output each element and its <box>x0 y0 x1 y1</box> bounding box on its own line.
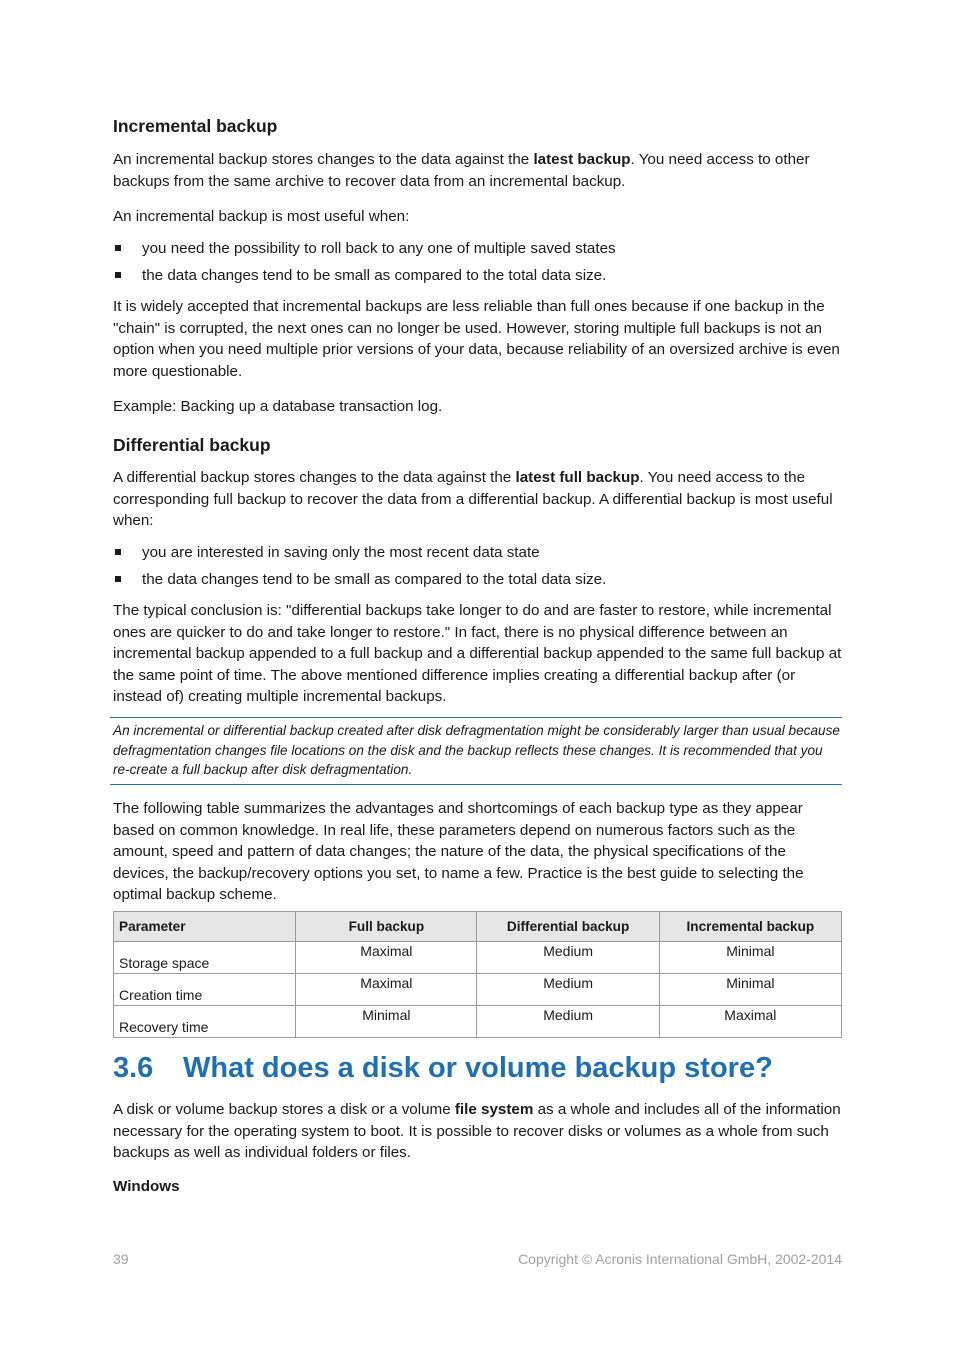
table-header-cell: Full backup <box>296 912 477 942</box>
bullet-icon <box>115 245 121 251</box>
table-cell: Medium <box>477 1006 659 1038</box>
table-row <box>114 1006 842 1038</box>
note-box: An incremental or differential backup created after disk defragmentation might be considerably larger than usual because defragmentation changes file locations on the disk and the backup reflects these changes. It is recommended that you re-create a full backup after disk defragmentation. <box>110 717 842 785</box>
table-cell: Creation time <box>114 974 296 1006</box>
table-cell: Maximal <box>659 1006 841 1038</box>
table-cell: Minimal <box>296 1006 477 1038</box>
incremental-example: Example: Backing up a database transaction log. <box>113 398 443 415</box>
differential-heading: Differential backup <box>113 435 271 455</box>
section-number: 3.6 <box>113 1052 154 1084</box>
bullet-icon <box>115 549 121 555</box>
table-intro: The following table summarizes the advantages and shortcomings of each backup type as they appear based on common knowledge. In real life, these parameters depend on numerous factors such as the amount, speed and pattern of data changes; the nature of the data, the physical specifications of the devices, the backup/recovery options you set, to name a few. Practice is the best guide to selecting the optimal backup scheme. <box>113 800 804 903</box>
section-title: What does a disk or volume backup store? <box>183 1052 773 1084</box>
table-header-cell: Parameter <box>114 912 296 942</box>
table-cell: Storage space <box>114 942 296 974</box>
latest-backup-term: latest backup <box>533 151 631 168</box>
table-header-row <box>114 912 842 942</box>
file-system-term: file system <box>454 1101 534 1118</box>
table-cell: Minimal <box>659 942 841 974</box>
bullet-icon <box>115 576 121 582</box>
backup-comparison-table <box>113 911 842 1038</box>
section-heading <box>113 1052 773 1085</box>
table-cell: Maximal <box>296 942 477 974</box>
table-cell: Maximal <box>296 974 477 1006</box>
table-cell: Minimal <box>659 974 841 1006</box>
table-cell: Medium <box>477 942 659 974</box>
bullet-icon <box>115 272 121 278</box>
incremental-heading: Incremental backup <box>113 116 278 136</box>
table-cell: Recovery time <box>114 1006 296 1038</box>
table-header-cell: Incremental backup <box>659 912 841 942</box>
copyright-notice: Copyright © Acronis International GmbH, 2002-2014 <box>518 1251 842 1267</box>
page-number: 39 <box>113 1251 129 1267</box>
table-row <box>114 974 842 1006</box>
incremental-paragraph-3: It is widely accepted that incremental backups are less reliable than full ones because if one backup in the "chain" is corrupted, the next ones can no longer be used. However, storing multiple full backups is not an option when you need multiple prior versions of your data, because reliability of an oversized archive is even more questionable. <box>113 298 840 380</box>
windows-subheading: Windows <box>113 1178 180 1195</box>
differential-paragraph-1: A differential backup stores changes to the data against the latest full backup. You need access to the corresponding full backup to recover the data from a differential backup. A differential backup is most useful when: <box>113 469 833 529</box>
differential-paragraph-2: The typical conclusion is: "differential backups take longer to do and are faster to restore, while incremental ones are quicker to do and take longer to restore." In fact, there is no physical difference between an incremental backup appended to a full backup and a differential backup appended to the same full backup at the same point of time. The above mentioned difference implies creating a differential backup after (or instead of) creating multiple incremental backups. <box>113 602 842 705</box>
section-paragraph-1: A disk or volume backup stores a disk or a volume file system as a whole and includes all of the information necessary for the operating system to boot. It is possible to recover disks or volumes as a whole from such backups as well as individual folders or files. <box>113 1101 841 1161</box>
incremental-paragraph-2: An incremental backup is most useful when: <box>113 208 410 225</box>
latest-full-backup-term: latest full backup <box>515 469 640 486</box>
table-header-cell: Differential backup <box>477 912 659 942</box>
incremental-paragraph-1: An incremental backup stores changes to the data against the latest backup. You need access to other backups from the same archive to recover data from an incremental backup. <box>113 151 810 190</box>
table-cell: Medium <box>477 974 659 1006</box>
table-row <box>114 942 842 974</box>
